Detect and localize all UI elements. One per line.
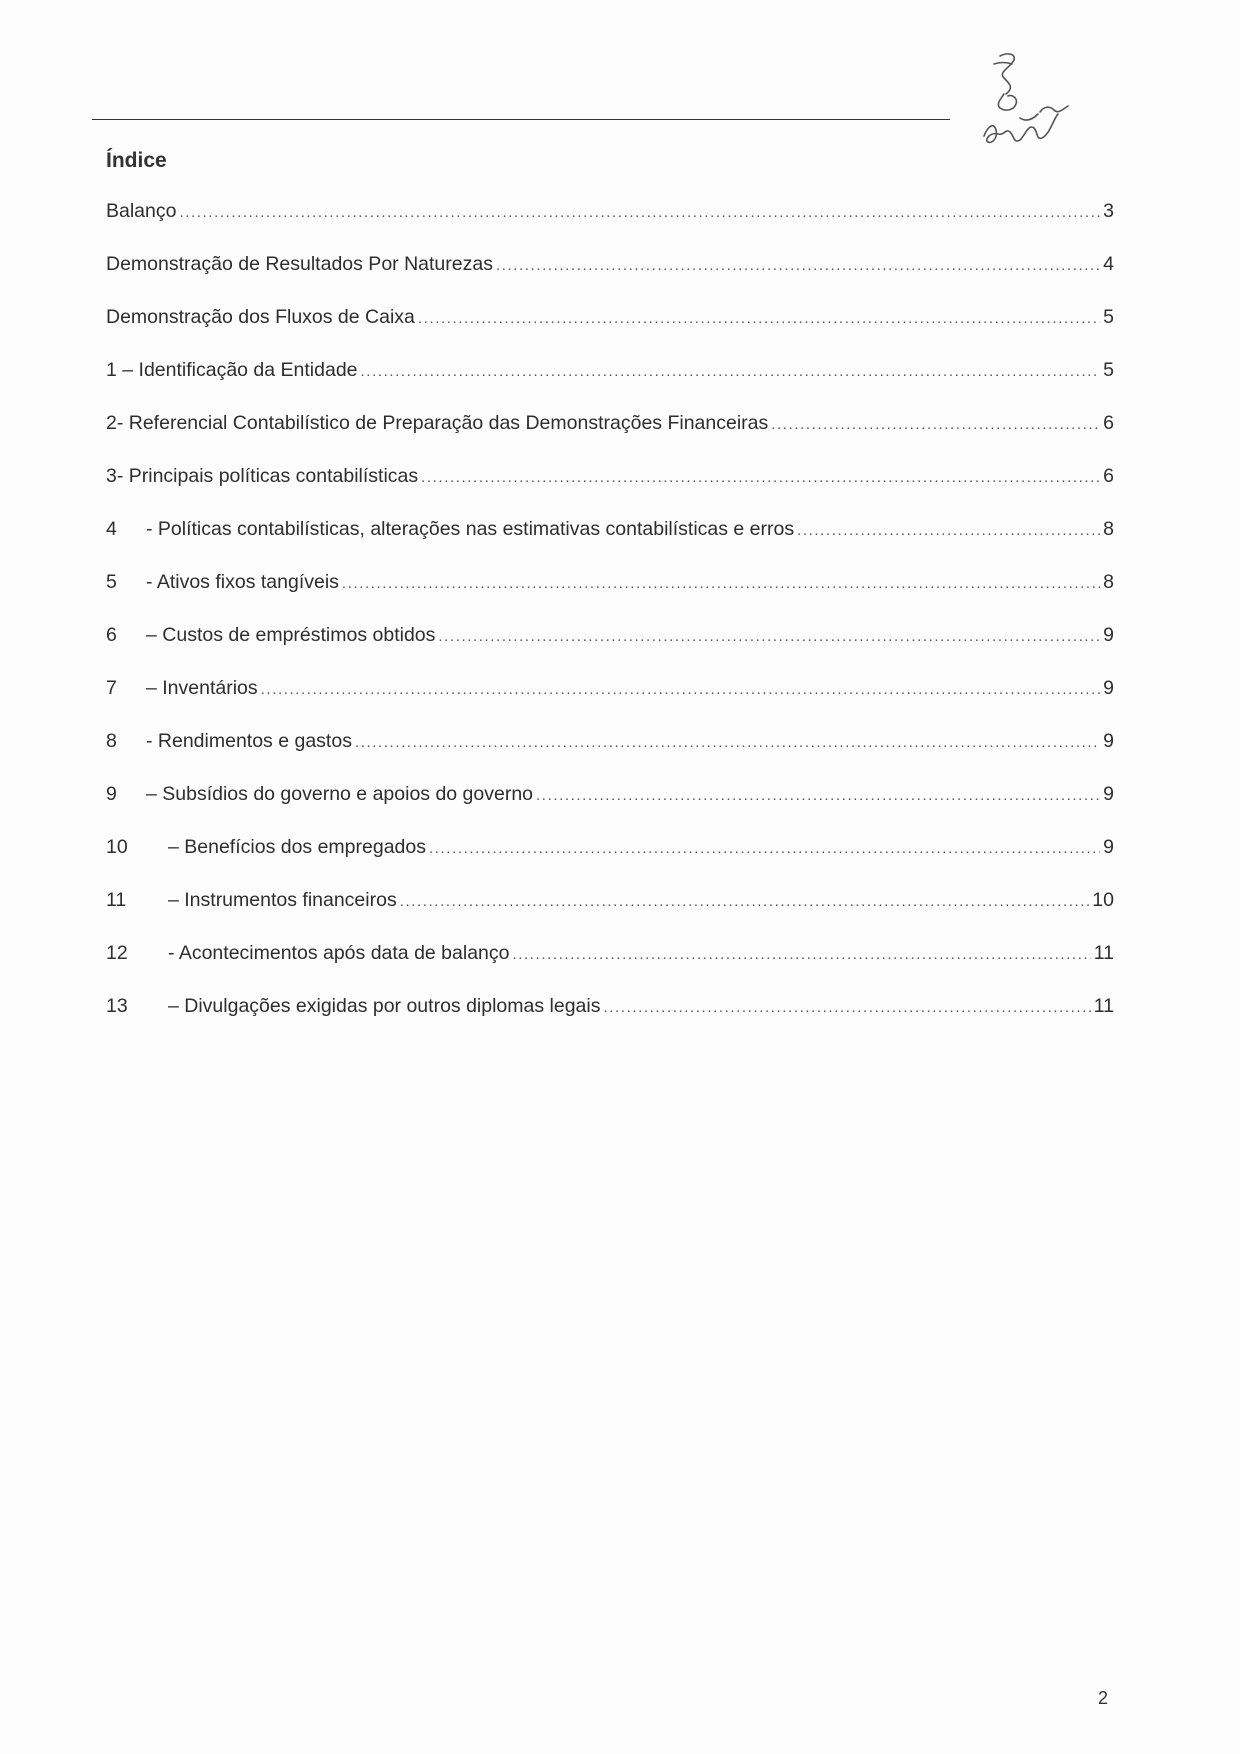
toc-dot-leader xyxy=(771,416,1100,433)
toc-entry[interactable] xyxy=(106,412,1114,465)
toc-entry-label: - Ativos fixos tangíveis xyxy=(146,571,339,593)
toc-entry[interactable] xyxy=(106,200,1114,253)
page-title: Índice xyxy=(106,149,167,172)
toc-dot-leader xyxy=(496,257,1100,274)
toc-entry[interactable] xyxy=(106,995,1114,1048)
toc-entry-page: 9 xyxy=(1103,783,1114,805)
toc-entry[interactable] xyxy=(106,730,1114,783)
toc-entry-label: Demonstração dos Fluxos de Caixa xyxy=(106,306,415,328)
toc-dot-leader xyxy=(438,628,1100,645)
toc-entry-page: 6 xyxy=(1103,412,1114,434)
toc-entry-number: 12 xyxy=(106,942,128,964)
toc-dot-leader xyxy=(361,363,1101,380)
toc-entry[interactable] xyxy=(106,783,1114,836)
toc-entry-page: 9 xyxy=(1103,836,1114,858)
toc-entry[interactable] xyxy=(106,624,1114,677)
table-of-contents xyxy=(106,200,1114,1048)
toc-entry-label: – Custos de empréstimos obtidos xyxy=(146,624,436,646)
toc-entry-label: - Acontecimentos após data de balanço xyxy=(168,942,510,964)
toc-entry[interactable] xyxy=(106,836,1114,889)
toc-entry-label: 1 – Identificação da Entidade xyxy=(106,359,358,381)
header-rule xyxy=(92,119,950,120)
toc-entry-page: 3 xyxy=(1103,200,1114,222)
toc-dot-leader xyxy=(604,999,1091,1016)
toc-entry-label: 2- Referencial Contabilístico de Preparação das Demonstrações Financeiras xyxy=(106,412,769,434)
toc-entry-page: 5 xyxy=(1103,359,1114,381)
page-number: 2 xyxy=(1098,1688,1109,1708)
toc-dot-leader xyxy=(261,681,1100,698)
toc-dot-leader xyxy=(342,575,1100,592)
toc-dot-leader xyxy=(355,734,1100,751)
toc-dot-leader xyxy=(536,787,1100,804)
toc-entry-page: 8 xyxy=(1103,518,1114,540)
toc-entry[interactable] xyxy=(106,253,1114,306)
toc-entry[interactable] xyxy=(106,677,1114,730)
toc-entry-label: – Divulgações exigidas por outros diplomas legais xyxy=(168,995,601,1017)
toc-dot-leader xyxy=(421,469,1100,486)
toc-entry-number: 5 xyxy=(106,571,117,593)
toc-dot-leader xyxy=(400,893,1090,910)
toc-dot-leader xyxy=(797,522,1100,539)
toc-entry-page: 9 xyxy=(1103,730,1114,752)
toc-entry-number: 13 xyxy=(106,995,128,1017)
toc-entry-page: 9 xyxy=(1103,677,1114,699)
toc-entry-page: 9 xyxy=(1103,624,1114,646)
toc-entry-page: 8 xyxy=(1103,571,1114,593)
toc-entry-label: – Benefícios dos empregados xyxy=(168,836,426,858)
toc-dot-leader xyxy=(512,946,1090,963)
toc-entry-page: 11 xyxy=(1093,995,1114,1017)
toc-entry[interactable] xyxy=(106,571,1114,624)
toc-entry[interactable] xyxy=(106,889,1114,942)
toc-entry[interactable] xyxy=(106,942,1114,995)
toc-entry-page: 11 xyxy=(1093,942,1114,964)
toc-entry-label: – Instrumentos financeiros xyxy=(168,889,397,911)
toc-entry-page: 4 xyxy=(1103,253,1114,275)
toc-entry-number: 7 xyxy=(106,677,117,699)
toc-dot-leader xyxy=(418,310,1100,327)
toc-entry-page: 10 xyxy=(1092,889,1114,911)
toc-entry[interactable] xyxy=(106,518,1114,571)
toc-entry[interactable] xyxy=(106,465,1114,518)
toc-entry-number: 4 xyxy=(106,518,117,540)
toc-entry-number: 8 xyxy=(106,730,117,752)
toc-entry[interactable] xyxy=(106,359,1114,412)
toc-entry-number: 9 xyxy=(106,783,117,805)
toc-entry-label: - Políticas contabilísticas, alterações nas estimativas contabilísticas e erros xyxy=(146,518,795,540)
toc-entry-label: – Inventários xyxy=(146,677,258,699)
toc-entry-number: 6 xyxy=(106,624,117,646)
toc-dot-leader xyxy=(429,840,1100,857)
toc-dot-leader xyxy=(179,204,1100,221)
toc-entry-label: - Rendimentos e gastos xyxy=(146,730,352,752)
toc-entry-number: 10 xyxy=(106,836,128,858)
handwritten-signature xyxy=(970,48,1080,168)
toc-entry[interactable] xyxy=(106,306,1114,359)
toc-entry-page: 6 xyxy=(1103,465,1114,487)
toc-entry-label: Balanço xyxy=(106,200,177,222)
toc-entry-label: Demonstração de Resultados Por Naturezas xyxy=(106,253,493,275)
toc-entry-page: 5 xyxy=(1103,306,1114,328)
toc-entry-label: 3- Principais políticas contabilísticas xyxy=(106,465,419,487)
toc-entry-label: – Subsídios do governo e apoios do governo xyxy=(146,783,534,805)
toc-entry-number: 11 xyxy=(106,889,127,911)
